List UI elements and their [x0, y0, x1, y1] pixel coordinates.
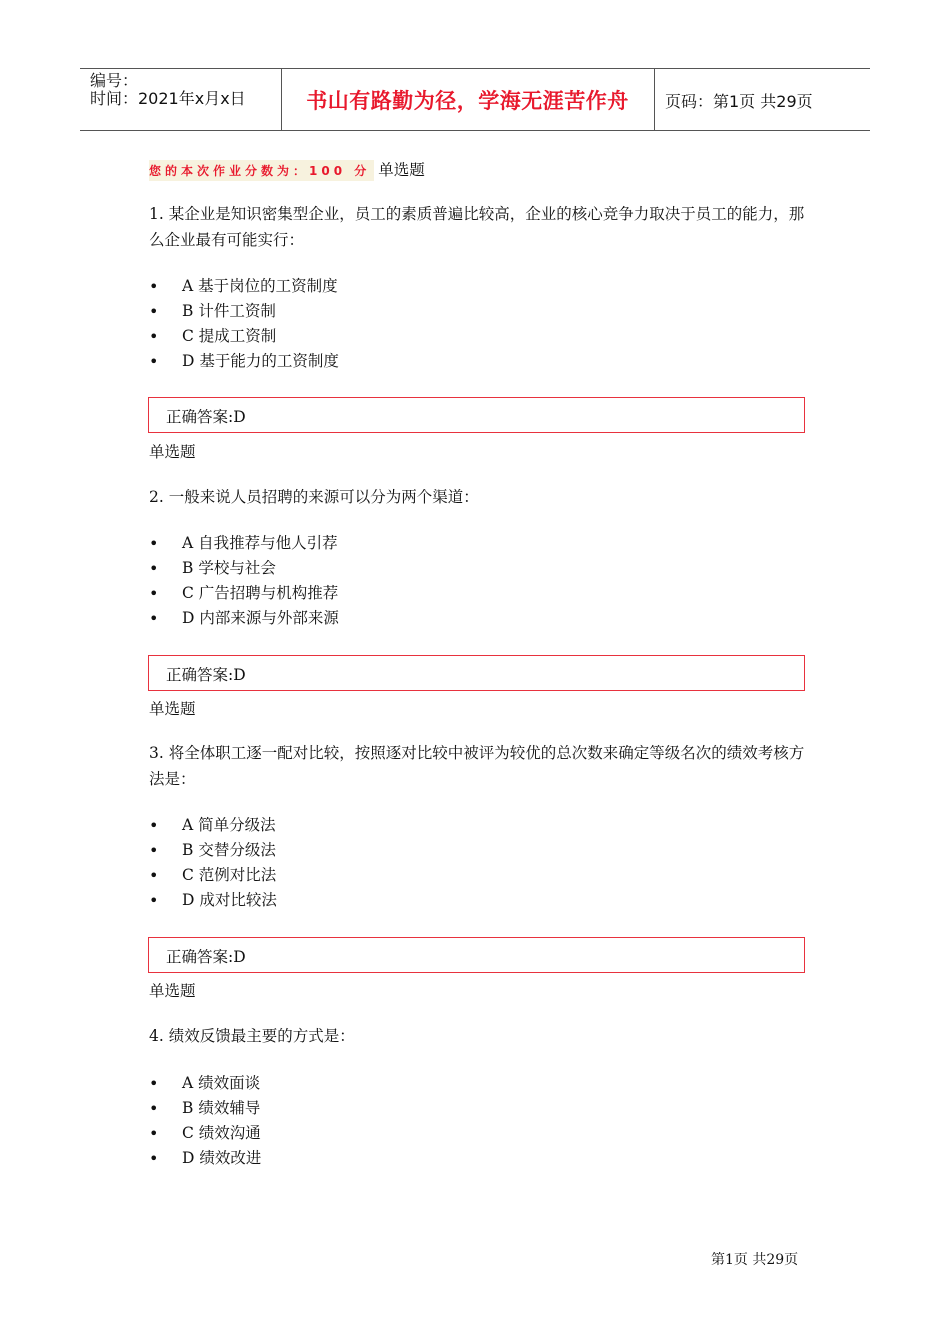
document-header — [80, 68, 870, 131]
question-text: 1. 某企业是知识密集型企业，员工的素质普遍比较高，企业的核心竞争力取决于员工的能力，那么企业最有可能实行： — [149, 205, 805, 249]
date-label: 时间：2021年x月x日 — [90, 89, 246, 108]
option-c[interactable]: • C 提成工资制 — [149, 324, 809, 349]
number-label: 编号： — [90, 71, 139, 90]
question-2-options — [149, 531, 809, 631]
option-a[interactable]: • A 自我推荐与他人引荐 — [149, 531, 809, 556]
question-type-label: 单选题 — [149, 982, 196, 1000]
question-4 — [149, 1023, 809, 1049]
header-page-number: 页码：第1页 共29页 — [665, 92, 813, 111]
option-d[interactable]: • D 成对比较法 — [149, 888, 809, 913]
option-a[interactable]: • A 简单分级法 — [149, 813, 809, 838]
question-text: 2. 一般来说人员招聘的来源可以分为两个渠道： — [149, 488, 479, 506]
question-text: 4. 绩效反馈最主要的方式是： — [149, 1027, 355, 1045]
question-4-options — [149, 1071, 809, 1171]
option-c[interactable]: • C 范例对比法 — [149, 863, 809, 888]
question-3 — [149, 740, 809, 792]
correct-answer: 正确答案:D — [166, 948, 246, 966]
option-c[interactable]: • C 广告招聘与机构推荐 — [149, 581, 809, 606]
answer-box-2 — [148, 655, 805, 691]
correct-answer: 正确答案:D — [166, 666, 246, 684]
option-b[interactable]: • B 计件工资制 — [149, 299, 809, 324]
header-info-cell — [80, 69, 282, 130]
question-3-options — [149, 813, 809, 913]
option-b[interactable]: • B 学校与社会 — [149, 556, 809, 581]
motto-text: 书山有路勤为径，学海无涯苦作舟 — [306, 89, 629, 113]
question-2 — [149, 484, 809, 510]
question-1-options — [149, 274, 809, 374]
question-text: 3. 将全体职工逐一配对比较，按照逐对比较中被评为较优的总次数来确定等级名次的绩效考核方法是： — [149, 744, 805, 788]
option-a[interactable]: • A 基于岗位的工资制度 — [149, 274, 809, 299]
option-b[interactable]: • B 交替分级法 — [149, 838, 809, 863]
option-d[interactable]: • D 绩效改进 — [149, 1146, 809, 1171]
question-type-label: 单选题 — [149, 700, 196, 718]
option-a[interactable]: • A 绩效面谈 — [149, 1071, 809, 1096]
option-b[interactable]: • B 绩效辅导 — [149, 1096, 809, 1121]
question-type-label: 单选题 — [149, 443, 196, 461]
option-c[interactable]: • C 绩效沟通 — [149, 1121, 809, 1146]
question-type-label: 单选题 — [378, 161, 425, 179]
header-motto-cell — [281, 69, 655, 130]
page-footer: 第1页 共29页 — [711, 1252, 799, 1268]
header-page-cell — [655, 69, 870, 130]
option-d[interactable]: • D 内部来源与外部来源 — [149, 606, 809, 631]
answer-box-3 — [148, 937, 805, 973]
score-line — [149, 158, 425, 181]
option-d[interactable]: • D 基于能力的工资制度 — [149, 349, 809, 374]
correct-answer: 正确答案:D — [166, 408, 246, 426]
answer-box-1 — [148, 397, 805, 433]
question-1 — [149, 201, 809, 253]
score-text: 您的本次作业分数为：100 分 — [149, 160, 374, 181]
